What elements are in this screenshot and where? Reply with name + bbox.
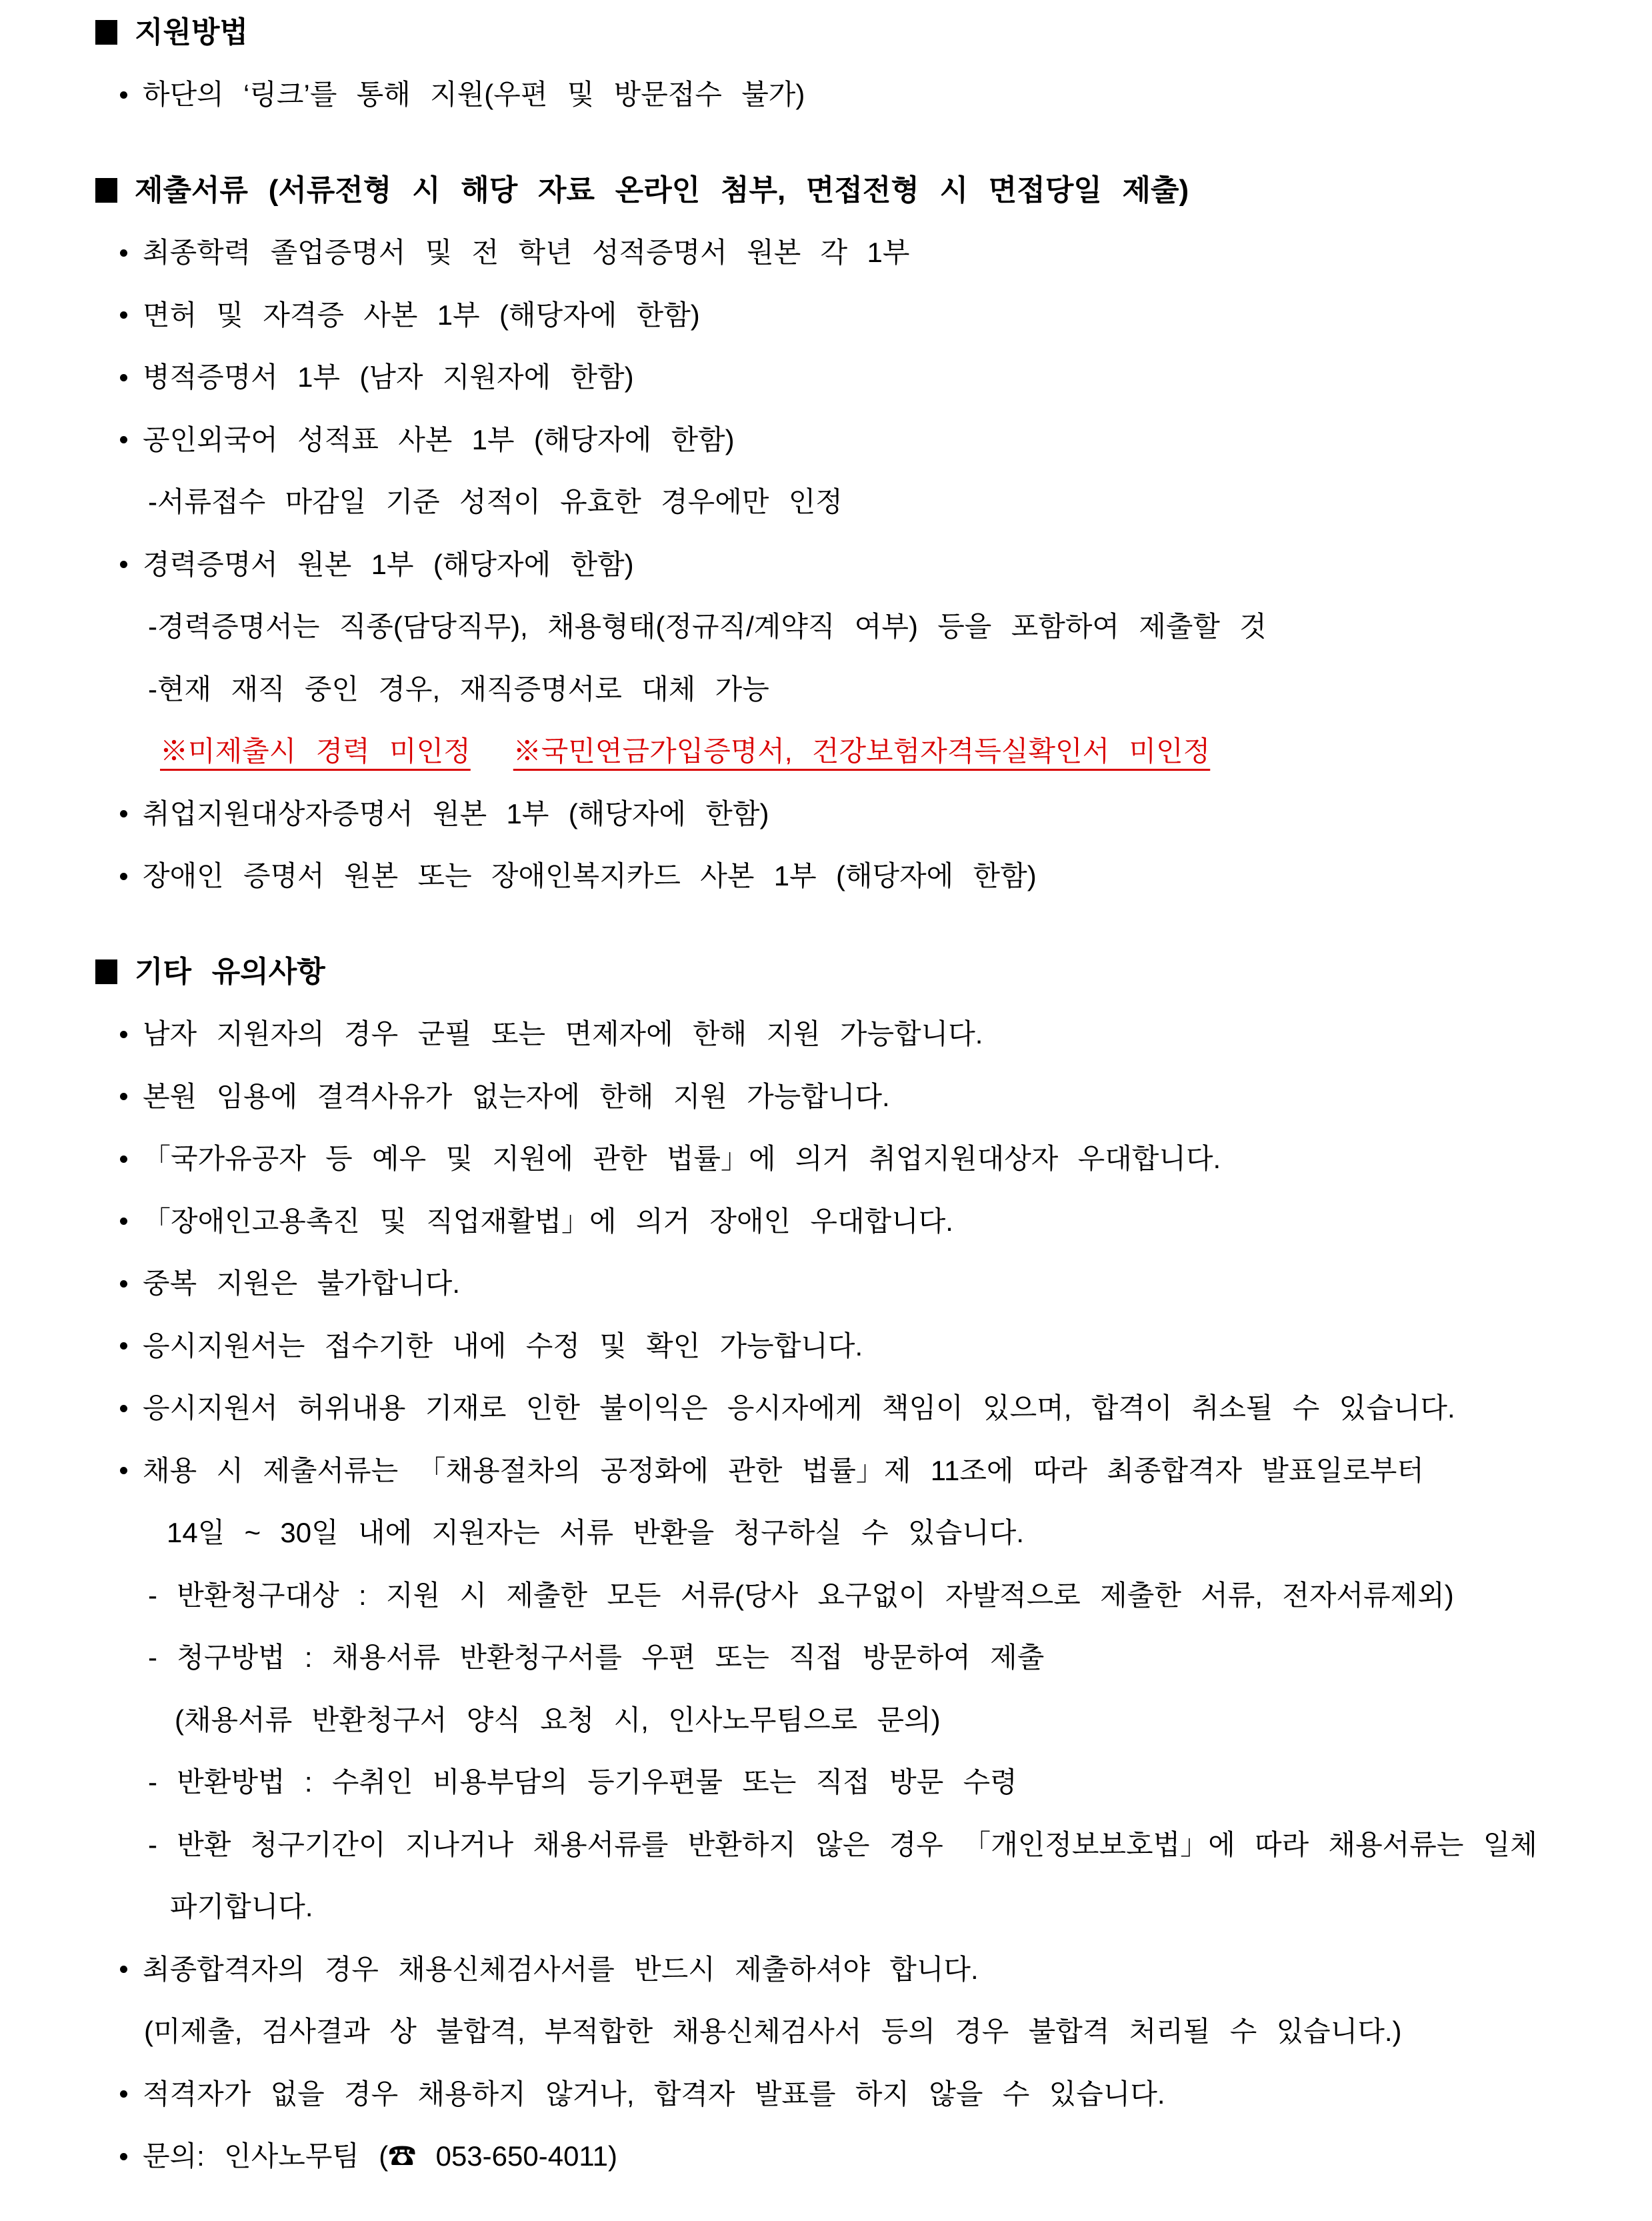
sub-item-text: - 반환방법 : 수취인 비용부담의 등기우편물 또는 직접 방문 수령 [148, 1766, 1017, 1798]
bullet-dot-icon [120, 810, 127, 817]
list-item-text: 면허 및 자격증 사본 1부 (해당자에 한함) [143, 299, 700, 331]
list-item-text: 병적증명서 1부 (남자 지원자에 한함) [143, 361, 634, 393]
list-item-text: 「국가유공자 등 예우 및 지원에 관한 법률」에 의거 취업지원대상자 우대합니다. [143, 1143, 1221, 1175]
list-item [0, 409, 1652, 471]
sub-item-text: - 반환청구대상 : 지원 시 제출한 모든 서류(당사 요구없이 자발적으로 제출한 서류, 전자서류제외) [148, 1579, 1454, 1611]
list-item [0, 347, 1652, 409]
bullet-dot-icon [120, 561, 127, 568]
list-item [0, 1440, 1652, 1502]
bullet-dot-icon [120, 2153, 127, 2160]
parenthetical-note [0, 1689, 1652, 1752]
sub-item [0, 596, 1652, 659]
list-item-text: 채용 시 제출서류는 「채용절차의 공정화에 관한 법률」제 11조에 따라 최종합격자 발표일로부터 [143, 1454, 1424, 1486]
parenthetical-note [0, 2001, 1652, 2064]
list-item [0, 533, 1652, 596]
list-item-text: 적격자가 없을 경우 채용하지 않거나, 합격자 발표를 하지 않을 수 있습니다. [143, 2078, 1165, 2110]
continuation-line [0, 1876, 1652, 1939]
bullet-dot-icon [120, 1218, 127, 1225]
list-item [0, 284, 1652, 347]
sub-item [0, 471, 1652, 534]
list-item [0, 1938, 1652, 2001]
bullet-dot-icon [120, 249, 127, 257]
list-item-text: 경력증명서 원본 1부 (해당자에 한함) [143, 548, 634, 580]
contact-text: 문의: 인사노무팀 (☎ 053-650-4011) [143, 2140, 618, 2172]
sub-item-text: -현재 재직 중인 경우, 재직증명서로 대체 가능 [148, 673, 769, 705]
list-item [0, 1253, 1652, 1316]
list-item [0, 1128, 1652, 1191]
square-marker-icon [95, 178, 117, 203]
list-item [0, 1065, 1652, 1128]
list-item [0, 1003, 1652, 1066]
list-item-text: 응시지원서는 접수기한 내에 수정 및 확인 가능합니다. [143, 1330, 863, 1362]
list-item-text: 공인외국어 성적표 사본 1부 (해당자에 한함) [143, 423, 735, 455]
section-title: 제출서류 (서류전형 시 해당 자료 온라인 첨부, 면접전형 시 면접당일 제출) [135, 173, 1189, 207]
bullet-dot-icon [120, 1093, 127, 1100]
sub-item [0, 1627, 1652, 1690]
section-other-notes [0, 941, 1652, 2188]
list-item [0, 2063, 1652, 2126]
sub-item [0, 1752, 1652, 1814]
list-item-text: 「장애인고용촉진 및 직업재활법」에 의거 장애인 우대합니다. [143, 1205, 953, 1237]
section-title: 기타 유의사항 [135, 955, 325, 988]
sub-item-text: -서류접수 마감일 기준 성적이 유효한 경우에만 인정 [148, 486, 843, 518]
bullet-dot-icon [120, 1966, 127, 1973]
list-item-text: 남자 지원자의 경우 군필 또는 면제자에 한해 지원 가능합니다. [143, 1018, 983, 1050]
parenthetical-text: (미제출, 검사결과 상 불합격, 부적합한 채용신체검사서 등의 경우 불합격 처리될 수 있습니다.) [144, 2016, 1402, 2048]
section-apply-method [0, 1, 1652, 126]
section-heading [0, 941, 1652, 1003]
list-item [0, 1378, 1652, 1440]
continuation-text: 파기합니다. [170, 1891, 313, 1923]
bullet-dot-icon [120, 311, 127, 319]
sub-item [0, 658, 1652, 721]
list-item-text: 장애인 증명서 원본 또는 장애인복지카드 사본 1부 (해당자에 한함) [143, 860, 1037, 892]
continuation-line [0, 1502, 1652, 1565]
section-heading [0, 159, 1652, 222]
list-item [0, 783, 1652, 845]
list-item-text: 중복 지원은 불가합니다. [143, 1268, 461, 1300]
section-heading [0, 1, 1652, 64]
list-item-text: 최종합격자의 경우 채용신체검사서를 반드시 제출하셔야 합니다. [143, 1953, 979, 1985]
list-item-text: 응시지원서 허위내용 기재로 인한 불이익은 응시자에게 책임이 있으며, 합격이 취소될 수 있습니다. [143, 1392, 1455, 1424]
section-title: 지원방법 [135, 15, 249, 49]
bullet-dot-icon [120, 91, 127, 99]
bullet-dot-icon [120, 1280, 127, 1288]
list-item [0, 64, 1652, 127]
continuation-text: 14일 ~ 30일 내에 지원자는 서류 반환을 청구하실 수 있습니다. [167, 1517, 1024, 1549]
sub-item [0, 1814, 1652, 1876]
bullet-dot-icon [120, 436, 127, 443]
section-required-documents [0, 159, 1652, 907]
bullet-dot-icon [120, 1467, 127, 1474]
bullet-dot-icon [120, 1405, 127, 1412]
bullet-dot-icon [120, 2090, 127, 2098]
sub-item-text: - 반환 청구기간이 지나거나 채용서류를 반환하지 않은 경우 「개인정보보호법」에 따라 채용서류는 일체 [148, 1828, 1537, 1860]
bullet-dot-icon [120, 873, 127, 880]
sub-item-text: -경력증명서는 직종(담당직무), 채용형태(정규직/계약직 여부) 등을 포함하여 제출할 것 [148, 611, 1267, 643]
list-item [0, 222, 1652, 285]
square-marker-icon [95, 20, 117, 45]
list-item-text: 하단의 ‘링크’를 통해 지원(우편 및 방문접수 불가) [143, 79, 805, 111]
bullet-dot-icon [120, 1156, 127, 1163]
bullet-dot-icon [120, 1342, 127, 1350]
red-note-segment: ※미제출시 경력 미인정 [160, 735, 471, 767]
sub-item [0, 1564, 1652, 1627]
list-item-text: 본원 임용에 결격사유가 없는자에 한해 지원 가능합니다. [143, 1080, 890, 1112]
bullet-dot-icon [120, 1031, 127, 1038]
list-item-text: 취업지원대상자증명서 원본 1부 (해당자에 한함) [143, 797, 769, 829]
list-item [0, 1190, 1652, 1253]
contact-line [0, 2126, 1652, 2188]
list-item-text: 최종학력 졸업증명서 및 전 학년 성적증명서 원본 각 1부 [143, 237, 910, 269]
red-note-segment: ※국민연금가입증명서, 건강보험자격득실확인서 미인정 [513, 735, 1211, 767]
parenthetical-text: (채용서류 반환청구서 양식 요청 시, 인사노무팀으로 문의) [175, 1704, 941, 1736]
bullet-dot-icon [120, 374, 127, 381]
list-item [0, 1315, 1652, 1378]
sub-item-text: - 청구방법 : 채용서류 반환청구서를 우편 또는 직접 방문하여 제출 [148, 1642, 1045, 1674]
list-item [0, 845, 1652, 908]
square-marker-icon [95, 959, 117, 984]
red-warning-note [0, 721, 1652, 783]
